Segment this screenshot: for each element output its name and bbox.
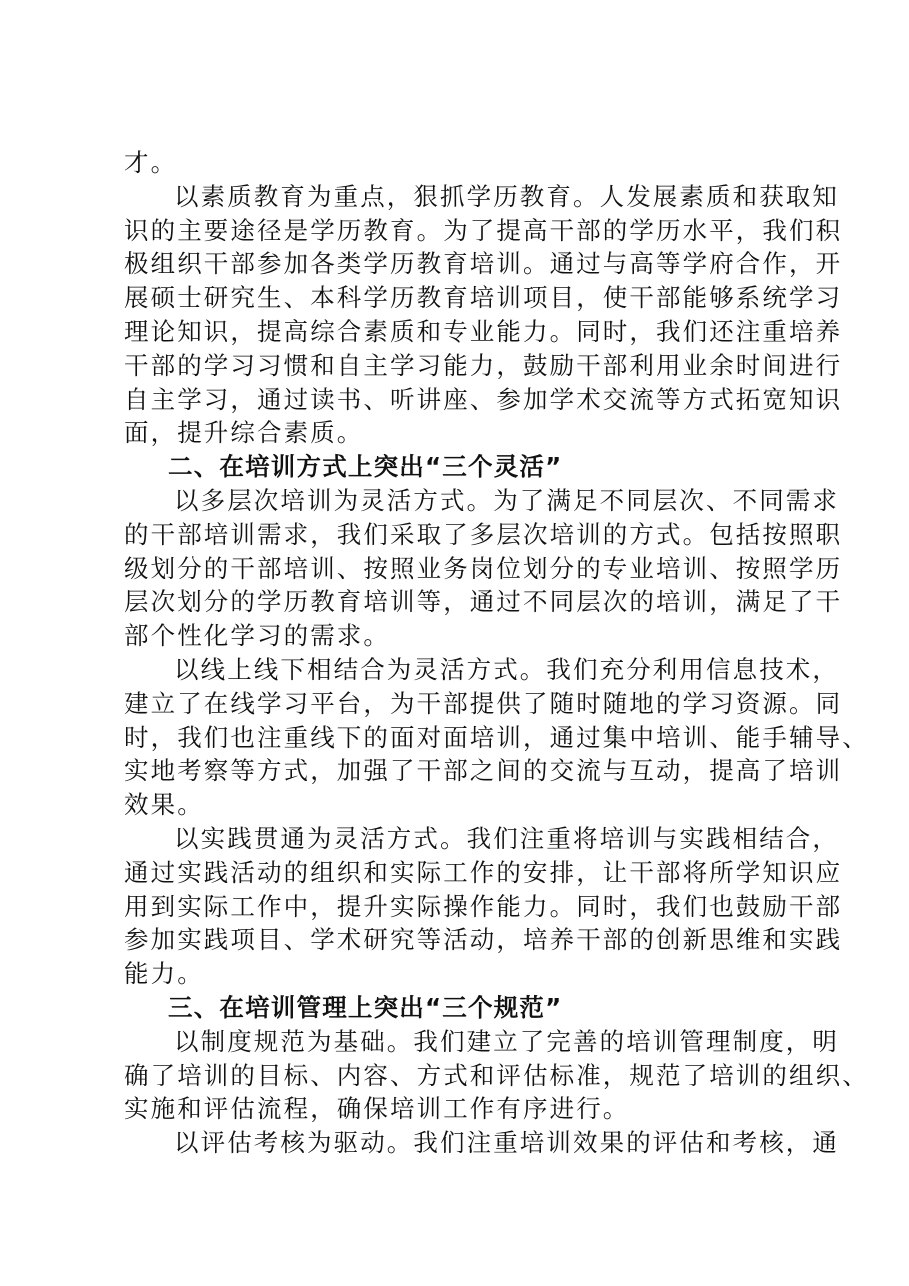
section-heading: 二、在培训方式上突出“三个灵活” (168, 452, 563, 482)
text-line: 级划分的干部培训、按照业务岗位划分的专业培训、按照学历 (124, 553, 843, 583)
text-line: 实地考察等方式，加强了干部之间的交流与互动，提高了培训 (124, 756, 843, 786)
text-line: 展硕士研究生、本科学历教育培训项目，使干部能够系统学习 (124, 283, 843, 313)
text-line: 自主学习，通过读书、听讲座、参加学术交流等方式拓宽知识 (124, 384, 843, 414)
text-line: 能力。 (124, 959, 204, 989)
text-line: 的干部培训需求，我们采取了多层次培训的方式。包括按照职 (124, 519, 843, 549)
text-line: 才。 (124, 148, 178, 177)
text-line: 建立了在线学习平台，为干部提供了随时随地的学习资源。同 (124, 688, 843, 718)
paragraph-first-line: 以多层次培训为灵活方式。为了满足不同层次、不同需求 (174, 485, 839, 515)
text-line: 时，我们也注重线下的面对面培训，通过集中培训、能手辅导、 (124, 722, 869, 752)
text-line: 理论知识，提高综合素质和专业能力。同时，我们还注重培养 (124, 316, 843, 346)
section-heading: 三、在培训管理上突出“三个规范” (168, 992, 563, 1022)
text-line: 用到实际工作中，提升实际操作能力。同时，我们也鼓励干部 (124, 891, 843, 921)
paragraph-first-line: 以素质教育为重点，狠抓学历教育。人发展素质和获取知 (174, 181, 839, 211)
text-line: 通过实践活动的组织和实际工作的安排，让干部将所学知识应 (124, 857, 843, 887)
text-line: 层次划分的学历教育培训等，通过不同层次的培训，满足了干 (124, 587, 843, 617)
paragraph-first-line: 以评估考核为驱动。我们注重培训效果的评估和考核，通 (174, 1128, 839, 1158)
paragraph-first-line: 以制度规范为基础。我们建立了完善的培训管理制度，明 (174, 1026, 839, 1056)
text-line: 确了培训的目标、内容、方式和评估标准，规范了培训的组织、 (124, 1060, 869, 1090)
body-text (124, 146, 869, 1160)
paragraph-first-line: 以线上线下相结合为灵活方式。我们充分利用信息技术， (174, 654, 839, 684)
text-line: 干部的学习习惯和自主学习能力，鼓励干部利用业余时间进行 (124, 350, 843, 380)
text-line: 实施和评估流程，确保培训工作有序进行。 (124, 1094, 630, 1124)
text-line: 效果。 (124, 790, 204, 820)
paragraph-first-line: 以实践贯通为灵活方式。我们注重将培训与实践相结合， (174, 823, 839, 853)
text-line: 面，提升综合素质。 (124, 418, 364, 448)
text-line: 识的主要途径是学历教育。为了提高干部的学历水平，我们积 (124, 215, 843, 245)
text-line: 参加实践项目、学术研究等活动，培养干部的创新思维和实践 (124, 925, 843, 955)
text-line: 极组织干部参加各类学历教育培训。通过与高等学府合作，开 (124, 249, 843, 279)
text-line: 部个性化学习的需求。 (124, 621, 390, 651)
